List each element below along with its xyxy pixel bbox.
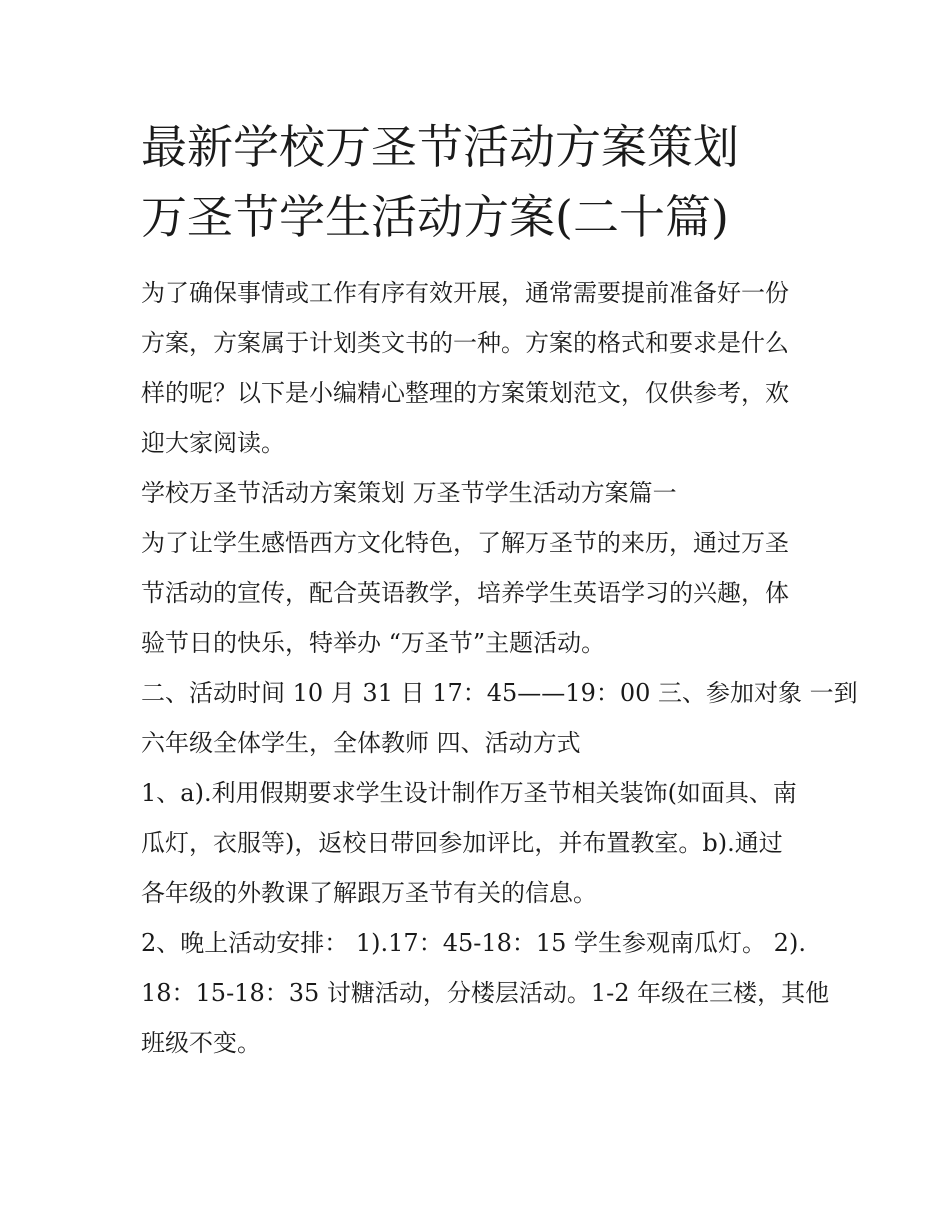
text-line: 二、活动时间 10 月 31 日 17：45——19：00 三、参加对象 一到: [141, 679, 858, 707]
document-page: [141, 112, 858, 1068]
section-heading: [141, 468, 821, 518]
text-line: 2、晚上活动安排： 1).17：45-18：15 学生参观南瓜灯。 2).: [141, 929, 806, 957]
text-line: 各年级的外教课了解跟万圣节有关的信息。: [141, 879, 597, 907]
text-line: 1、a).利用假期要求学生设计制作万圣节相关装饰(如面具、南: [141, 779, 797, 807]
title-line: 最新学校万圣节活动方案策划: [141, 120, 739, 174]
text-line: 班级不变。: [141, 1029, 261, 1057]
text-line: 方案，方案属于计划类文书的一种。方案的格式和要求是什么: [141, 329, 789, 357]
text-line: 六年级全体学生，全体教师 四、活动方式: [141, 729, 581, 757]
activity-item-2: [141, 918, 830, 1068]
text-line: 节活动的宣传，配合英语教学，培养学生英语学习的兴趣，体: [141, 579, 789, 607]
text-line: 学校万圣节活动方案策划 万圣节学生活动方案篇一: [141, 479, 677, 507]
text-line: 为了确保事情或工作有序有效开展，通常需要提前准备好一份: [141, 279, 789, 307]
text-line: 瓜灯，衣服等)，返校日带回参加评比，并布置教室。b).通过: [141, 829, 783, 857]
activity-item-1: [141, 768, 821, 918]
text-line: 迎大家阅读。: [141, 429, 285, 457]
intro-paragraph: [141, 268, 821, 468]
purpose-paragraph: [141, 518, 821, 668]
text-line: 为了让学生感悟西方文化特色，了解万圣节的来历，通过万圣: [141, 529, 789, 557]
title-line: 万圣节学生活动方案(二十篇): [141, 190, 729, 244]
document-title: [141, 112, 821, 252]
text-line: 验节日的快乐，特举办 “万圣节”主题活动。: [141, 629, 606, 657]
schedule-paragraph: [141, 668, 858, 768]
text-line: 18：15-18：35 讨糖活动，分楼层活动。1-2 年级在三楼，其他: [141, 979, 830, 1007]
text-line: 样的呢？以下是小编精心整理的方案策划范文，仅供参考，欢: [141, 379, 789, 407]
